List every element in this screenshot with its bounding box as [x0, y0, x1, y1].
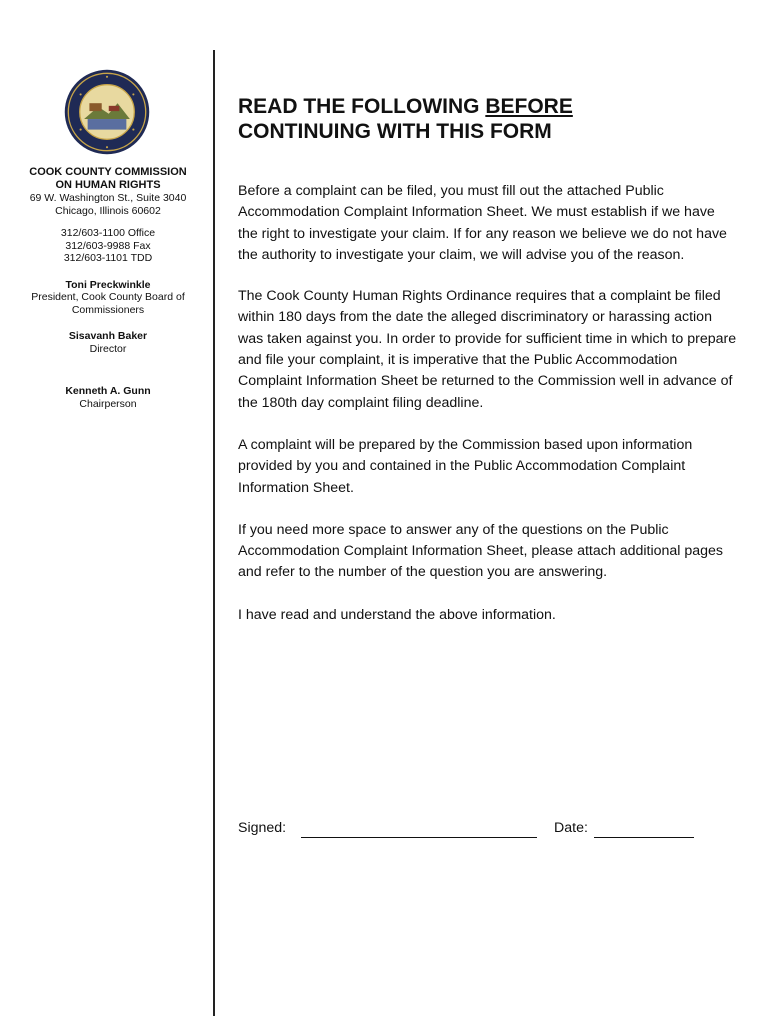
- sidebar-contact-info: [20, 166, 196, 410]
- paragraph-1: Before a complaint can be filed, you must fill out the attached Public Accommodation Complaint Information Sheet. We must establish if we have the right to investigate your claim. If for any reason we believe we do not have the authority to investigate your claim, we will advise you of the reason.: [238, 183, 727, 263]
- vertical-divider: [213, 50, 215, 1016]
- signed-label: Signed:: [238, 820, 287, 836]
- heading-line2: CONTINUING WITH THIS FORM: [238, 120, 552, 143]
- director-title: Director: [89, 342, 127, 355]
- paragraph-4: If you need more space to answer any of the questions on the Public Accommodation Complaint Information Sheet, please attach additional pages and refer to the number of the question you are answering.: [238, 521, 724, 581]
- address-line1: 69 W. Washington St., Suite 3040: [29, 192, 187, 204]
- president-title-line1: President, Cook County Board of: [31, 291, 185, 303]
- org-name-line1: COOK COUNTY COMMISSION: [29, 166, 187, 178]
- phone-tdd: 312/603-1101 TDD: [63, 252, 153, 264]
- main-content: [238, 94, 738, 626]
- page-heading: [238, 94, 738, 144]
- paragraph-2: The Cook County Human Rights Ordinance requires that a complaint be filed within 180 days from the date the alleged discriminatory or harassing action was taken against you. In order to provide for sufficient time in which to prepare and file your complaint, it is imperative that the Public Accommodation Complaint Information Sheet be returned to the Commission well in advance of the 180th day complaint filing deadline.: [238, 288, 737, 411]
- paragraph-3: A complaint will be prepared by the Commission based upon information provided by you and contained in the Public Accommodation Complaint Information Sheet.: [238, 436, 693, 496]
- signature-field[interactable]: [301, 837, 537, 838]
- heading-underlined: BEFORE: [485, 95, 573, 118]
- date-label: Date:: [554, 820, 588, 836]
- chair-title: Chairperson: [79, 397, 137, 410]
- cook-county-seal-logo: [63, 68, 151, 156]
- chair-name: Kenneth A. Gunn: [65, 385, 151, 397]
- director-name: Sisavanh Baker: [68, 330, 148, 342]
- heading-part1: READ THE FOLLOWING: [238, 95, 486, 118]
- phone-office: 312/603-1100 Office: [60, 227, 156, 239]
- paragraph-5: I have read and understand the above information.: [238, 606, 556, 623]
- address-line2: Chicago, Illinois 60602: [55, 204, 161, 217]
- date-field[interactable]: [594, 837, 694, 838]
- phone-fax: 312/603-9988 Fax: [65, 239, 151, 252]
- president-name: Toni Preckwinkle: [65, 278, 151, 291]
- president-title-line2: Commissioners: [71, 303, 145, 316]
- org-name-line2: ON HUMAN RIGHTS: [55, 179, 161, 191]
